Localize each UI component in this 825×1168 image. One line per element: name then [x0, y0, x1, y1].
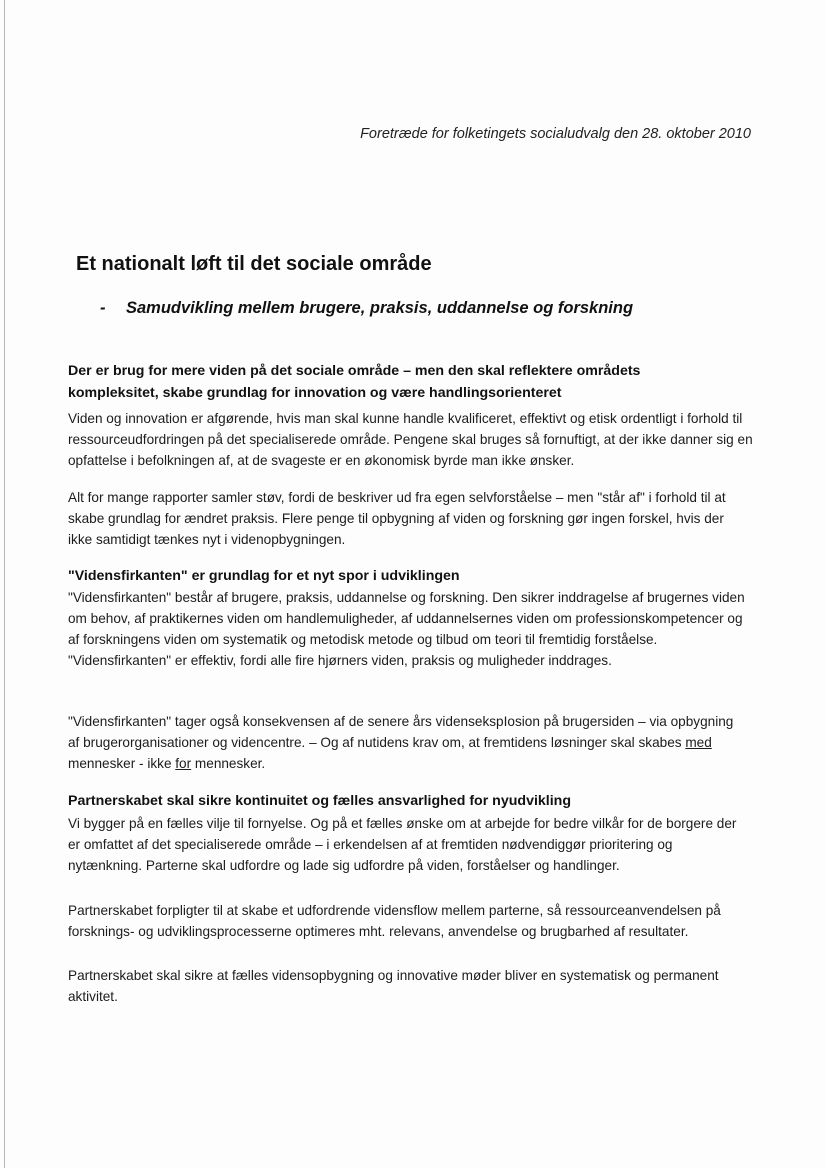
section-2-heading-block — [68, 566, 758, 588]
section-2-paragraph-2-block — [68, 711, 738, 774]
section-1-paragraph-1-block — [68, 408, 758, 471]
section-2-paragraph-2-mid: mennesker - ikke — [68, 756, 176, 771]
section-3-heading-block — [68, 791, 758, 813]
section-3-paragraph-3: Partnerskabet skal sikre at fælles vidensopbygning og innovative møder bliver en systematisk og permanent aktivitet. — [68, 968, 719, 1004]
meeting-header: Foretræde for folketingets socialudvalg den 28. oktober 2010 — [360, 126, 751, 142]
section-3-paragraph-1-block — [68, 813, 750, 876]
subtitle-text: Samudvikling mellem brugere, praksis, uddannelse og forskning — [126, 299, 634, 317]
scan-edge-line — [4, 0, 5, 1168]
section-2-paragraph-2-start: "Vidensfirkanten" tager også konsekvensen af de senere års vidensekspIosion på brugersiden – via opbygning af brugerorganisationer og videncentre. – Og af nutidens krav om, at fremtidens løsninger skal skabes — [68, 714, 734, 750]
document-subtitle — [100, 299, 633, 318]
section-3-paragraph-2: Partnerskabet forpligter til at skabe et udfordrende vidensflow mellem parterne, så ressourceanvendelsen på forsknings- og udviklingsprocesserne optimeres mht. relevans, anvendelse og brugbarhed af resultater. — [68, 903, 721, 939]
section-2-paragraph-2 — [68, 711, 738, 774]
document-title: Et nationalt løft til det sociale område — [76, 253, 432, 275]
section-3-paragraph-2-block — [68, 900, 758, 942]
section-1-heading-block — [68, 361, 708, 404]
section-2-heading: "Vidensfirkanten" er grundlag for et nyt spor i udviklingen — [68, 568, 460, 584]
section-1-paragraph-2-block — [68, 487, 750, 550]
emphasis-for: for — [175, 756, 192, 771]
emphasis-med: med — [685, 735, 712, 750]
section-2-paragraph-1: "Vidensfirkanten" består af brugere, praksis, uddannelse og forskning. Den sikrer inddragelse af brugernes viden om behov, af praktikernes viden om handlemuligheder, af uddannelsernes viden om professionskompetencer og af forskningens viden om systematik og metodisk metode og tilbud om teori til fremtidig forståelse. "Vidensfirkanten" er effektiv, fordi alle fire hjørners viden, praksis og muligheder inddrages. — [68, 590, 745, 668]
section-1-paragraph-2: Alt for mange rapporter samler støv, fordi de beskriver ud fra egen selvforståelse – men "står af" i forhold til at skabe grundlag for ændret praksis. Flere penge til opbygning af viden og forskning gør ingen forskel, hvis der ikke samtidigt tænkes nyt i videnopbygningen. — [68, 490, 726, 547]
section-1-heading: Der er brug for mere viden på det sociale område – men den skal reflektere områdets kompleksitet, skabe grundlag for innovation og være handlingsorienteret — [68, 363, 641, 401]
section-2-paragraph-1-block — [68, 587, 756, 671]
section-3-paragraph-1: Vi bygger på en fælles vilje til fornyelse. Og på et fælles ønske om at arbejde for bedre vilkår for de borgere der er omfattet af det specialiserede område – i erkendelsen af at fremtiden nødvendiggør prioritering og nytænkning. Parterne skal udfordre og lade sig udfordre på viden, forståelser og handlinger. — [68, 816, 737, 873]
section-3-paragraph-3-block — [68, 965, 758, 1007]
section-3-heading: Partnerskabet skal sikre kontinuitet og fælles ansvarlighed for nyudvikling — [68, 793, 572, 809]
section-2-paragraph-2-end: mennesker. — [191, 756, 266, 771]
subtitle-dash: - — [100, 299, 106, 317]
section-1-paragraph-1: Viden og innovation er afgørende, hvis man skal kunne handle kvalificeret, effektivt og etisk ordentligt i forhold til ressourceudfordringen på det specialiserede område. Pengene skal bruges så fornuftigt, at der ikke danner sig en opfattelse i befolkningen af, at de svageste er en økonomisk byrde man ikke ønsker. — [68, 411, 753, 468]
